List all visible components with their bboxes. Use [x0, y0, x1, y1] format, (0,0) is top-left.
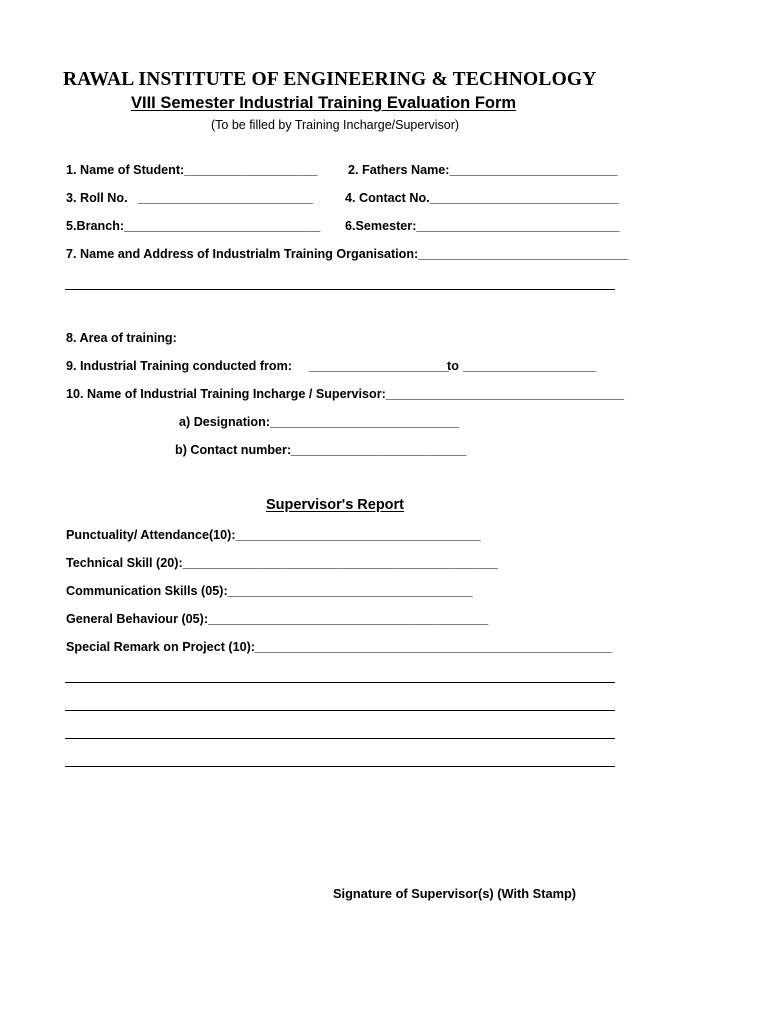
organisation-field[interactable]: 7. Name and Address of Industrialm Training Organisation:______________________________ [66, 247, 629, 261]
remark-line-3[interactable] [65, 738, 615, 739]
fathers-name-field[interactable]: 2. Fathers Name:________________________ [348, 163, 618, 177]
institute-name: RAWAL INSTITUTE OF ENGINEERING & TECHNOLOGY [63, 69, 597, 90]
punctuality-field[interactable]: Punctuality/ Attendance(10):___________________________________ [66, 528, 481, 542]
remark-line-2[interactable] [65, 710, 615, 711]
training-from-field[interactable]: ____________________ [309, 359, 450, 373]
organisation-blank-line[interactable] [65, 289, 615, 290]
student-name-field[interactable]: 1. Name of Student:___________________ [66, 163, 318, 177]
training-to-field[interactable]: ___________________ [463, 359, 597, 373]
remark-line-1[interactable] [65, 682, 615, 683]
branch-field[interactable]: 5.Branch:____________________________ [66, 219, 321, 233]
designation-field[interactable]: a) Designation:___________________________ [179, 415, 460, 429]
incharge-name-field[interactable]: 10. Name of Industrial Training Incharge / Supervisor:__________________________________ [66, 387, 624, 401]
training-from-label: 9. Industrial Training conducted from: [66, 359, 293, 373]
communication-skills-field[interactable]: Communication Skills (05):___________________________________ [66, 584, 473, 598]
supervisor-signature-label: Signature of Supervisor(s) (With Stamp) [333, 886, 577, 901]
supervisor-report-heading: Supervisor's Report [266, 497, 405, 513]
general-behaviour-field[interactable]: General Behaviour (05):________________________________________ [66, 612, 489, 626]
to-label: to [447, 359, 459, 373]
form-title: VIII Semester Industrial Training Evaluation Form [131, 94, 517, 112]
roll-no-field[interactable]: 3. Roll No. _________________________ [66, 191, 314, 205]
contact-no-field[interactable]: 4. Contact No.___________________________ [345, 191, 619, 205]
technical-skill-field[interactable]: Technical Skill (20):_____________________________________________ [66, 556, 498, 570]
area-of-training-label: 8. Area of training: [66, 331, 177, 345]
form-subtitle: (To be filled by Training Incharge/Supervisor) [211, 118, 460, 132]
contact-number-field[interactable]: b) Contact number:_________________________ [175, 443, 467, 457]
remark-line-4[interactable] [65, 766, 615, 767]
special-remark-field[interactable]: Special Remark on Project (10):___________________________________________________ [66, 640, 613, 654]
semester-field[interactable]: 6.Semester:_____________________________ [345, 219, 620, 233]
